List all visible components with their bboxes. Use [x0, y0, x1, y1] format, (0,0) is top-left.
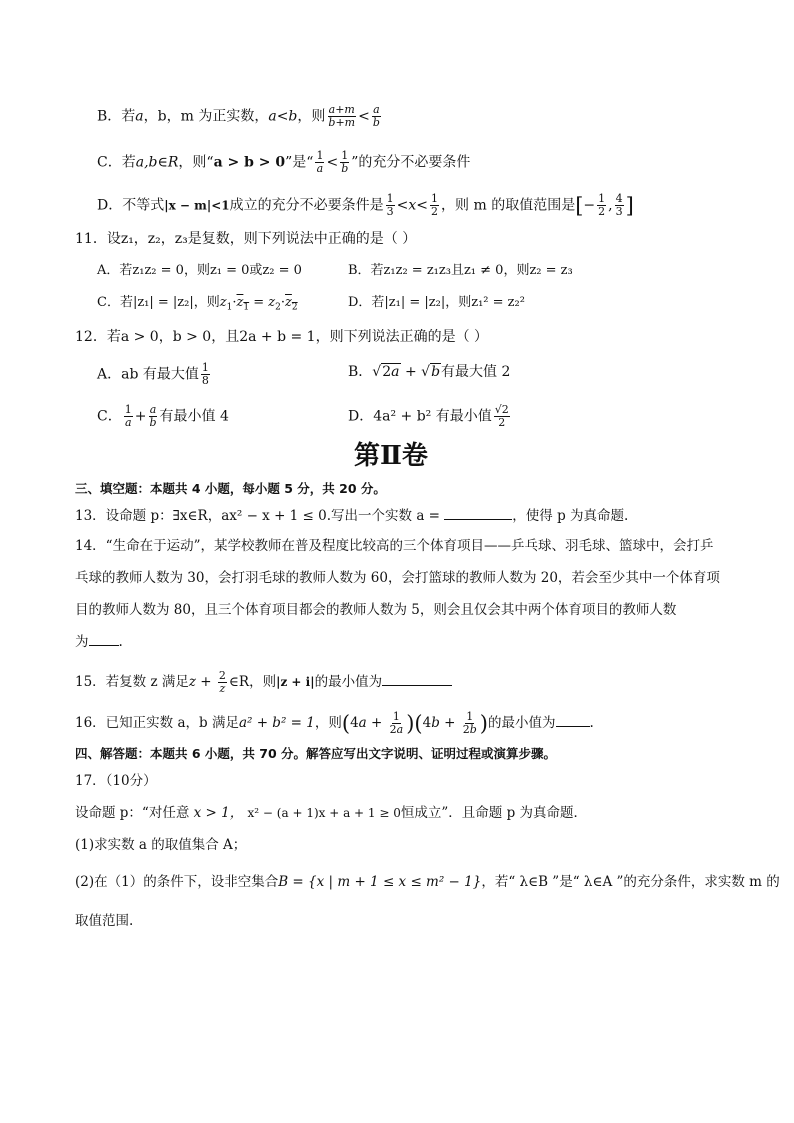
q10-option-d: D．不等式|x − m|<1成立的充分不必要条件是 $\frac{1}{3}$ <x< $\frac{1}{2}$ ，则 m 的取值范围是[− $\frac{1}{2}$ , $\frac{4}{3}$ ] [97, 192, 634, 218]
q16-lead: 16．已知正实数 a，b 满足 [75, 715, 239, 731]
q15-abs: |z + i| [276, 675, 315, 689]
q12-stem: 12．若a > 0，b > 0，且2a + b = 1，则下列说法正确的是（ ） [75, 329, 489, 345]
q17-part2-end: ，若“ λ∈B ”是“ λ∈A ”的充分条件，求实数 m 的 [481, 874, 780, 890]
answer-heading: 四、解答题：本题共 6 小题，共 70 分。解答应写出文字说明、证明过程或演算步骤。 [75, 746, 557, 761]
q16-cond: a² + b² = 1 [238, 715, 315, 731]
q13-lead: 13．设命题 p：∃x∈R，ax² − x + 1 ≤ 0.写出一个实数 a = [75, 508, 445, 524]
q11-c-then: ，则 [193, 295, 220, 310]
q12-b-lead: B． [348, 364, 373, 380]
q12-option-a [97, 362, 212, 387]
q17-part2-lead: (2)在（1）的条件下，设非空集合 [75, 874, 279, 890]
q16-end: 的最小值为 [488, 715, 556, 731]
q12-c-frac-2: $\frac{a}{b}$ [149, 403, 157, 429]
section-title: 第Ⅱ卷 [354, 441, 428, 471]
q12-d-frac: $\frac{√2}{2}$ [494, 403, 509, 429]
q10-c-set: a,b∈R [135, 154, 179, 171]
q16-period: . [589, 715, 594, 731]
q10-option-c: C．若a,b∈R，则“a > b > 0”是“ $\frac{1}{a}$ < $\frac{1}{b}$ ”的充分不必要条件 [97, 149, 471, 175]
q10-c-frac-a: $\frac{1}{a}$ [316, 149, 324, 175]
q11-option-a: A．若z₁z₂ = 0，则z₁ = 0或z₂ = 0 [97, 263, 302, 278]
q11-stem: 11．设z₁，z₂，z₃是复数，则下列说法中正确的是（ ） [75, 231, 417, 247]
q10-c-is: ”是“ [285, 154, 314, 171]
q14-answer-blank[interactable] [89, 633, 119, 646]
q15: 15．若复数 z 满足z + $\frac{2}{z}$ ∈R，则|z + i|的最小值为 [75, 670, 452, 695]
q10-d-then: ，则 m 的取值范围是 [441, 197, 576, 214]
q10-c-then: ，则“ [178, 154, 214, 171]
q10-b-mid: ，b，m 为正实数， [143, 108, 269, 125]
q12-c-frac-1: $\frac{1}{a}$ [124, 403, 132, 429]
q10-d-frac-2: $\frac{1}{2}$ [431, 192, 439, 218]
q14-line-4 [75, 632, 123, 652]
q16-mid: ，则 [314, 715, 342, 731]
q11-c-lead: C．若 [97, 295, 133, 310]
q11-option-b: B．若z₁z₂ = z₁z₃且z₁ ≠ 0，则z₂ = z₃ [348, 263, 573, 278]
q10-b-cond: a<b [268, 108, 298, 125]
q14-line-1: 14．“生命在于运动”，某学校教师在普及程度比较高的三个体育项目——乒乓球、羽毛球、篮球中，会打乒 [75, 538, 714, 554]
q12-option-d [348, 404, 512, 429]
q12-a-frac: $\frac{1}{8}$ [201, 361, 209, 387]
q12-c-end: 有最小值 4 [159, 408, 229, 425]
q15-answer-blank[interactable] [382, 673, 452, 686]
q17-part2-set: B = {x | m + 1 ≤ x ≤ m² − 1} [278, 874, 482, 890]
q12-d-lead: D．4a² + b² 有最小值 [348, 408, 492, 425]
q17-head: 17．（10分） [75, 773, 157, 789]
q10-d-lead: D．不等式 [97, 197, 165, 214]
q10-d-frac-1: $\frac{1}{3}$ [386, 192, 394, 218]
q12-option-c: C． $\frac{1}{a}$ + $\frac{a}{b}$ 有最小值 4 [97, 403, 229, 429]
q16-frac-1: $\frac{1}{2a}$ [389, 710, 404, 736]
q10-c-ineq: a > b > 0 [213, 154, 286, 171]
q15-mid: ∈R，则 [228, 674, 277, 690]
q10-d-frac-3: $\frac{1}{2}$ [598, 192, 606, 218]
q10-c-lead: C．若 [97, 154, 136, 171]
q14-lead: 为 [75, 634, 89, 650]
q10-d-frac-4: $\frac{4}{3}$ [615, 192, 623, 218]
q16-answer-blank[interactable] [556, 714, 590, 727]
q13-answer-blank[interactable] [444, 507, 512, 520]
q16: 16．已知正实数 a，b 满足a² + b² = 1，则(4a + $\frac{1}{2a}$ )(4b + $\frac{1}{2b}$ )的最小值为 . [75, 710, 594, 736]
q15-lead: 15．若复数 z 满足 [75, 674, 189, 690]
q14-line-2: 乓球的教师人数为 30，会打羽毛球的教师人数为 60，会打篮球的教师人数为 20，若会至少其中一个体育项 [75, 570, 720, 586]
q10-b-fraction-1: $\frac{a+m}{b+m}$ [328, 103, 356, 129]
q13 [75, 506, 628, 526]
q12-b-end: 有最大值 2 [441, 364, 511, 380]
q10-d-mid: 成立的充分不必要条件是 [229, 197, 384, 214]
q17-line-1 [75, 803, 587, 823]
q15-end: 的最小值为 [314, 674, 383, 690]
q10-b-lead: B．若 [97, 108, 136, 125]
q12-option-b: B．√2a + √b有最大值 2 [348, 364, 511, 380]
q11-c-cond: |z₁| = |z₂| [132, 295, 194, 310]
q17-line1-x: x > 1， [189, 805, 244, 821]
q11-option-c: C．若|z₁| = |z₂|，则$z_1\cdot z_1 = z_2\cdot z_2$ [97, 295, 298, 313]
q17-part-2 [75, 872, 780, 892]
q11-option-d: D．若|z₁| = |z₂|，则z₁² = z₂² [348, 295, 525, 310]
q13-end: ，使得 p 为真命题. [512, 508, 629, 524]
q17-part-1: (1)求实数 a 的取值集合 A； [75, 837, 247, 853]
q17-line1-end: 恒成立”．且命题 p 为真命题． [400, 805, 588, 821]
q10-c-frac-b: $\frac{1}{b}$ [341, 149, 349, 175]
q10-b-then: ，则 [297, 108, 326, 125]
q16-frac-2: $\frac{1}{2b}$ [462, 710, 477, 736]
q17-part-2-line-2: 取值范围. [75, 913, 134, 929]
q10-d-abs: |x − m|<1 [164, 198, 230, 213]
q14-end: . [118, 634, 123, 650]
q14-line-3: 目的教师人数为 80，且三个体育项目都会的教师人数为 5，则会且仅会其中两个体育项目的教师人数 [75, 602, 677, 618]
q10-b-fraction-2: $\frac{a}{b}$ [372, 103, 380, 129]
q17-line1-expr: x² − (a + 1)x + a + 1 ≥ 0 [247, 806, 401, 820]
q10-c-end: ”的充分不必要条件 [351, 154, 471, 171]
q15-frac: $\frac{2}{z}$ [218, 669, 226, 695]
fill-in-heading: 三、填空题：本题共 4 小题，每小题 5 分，共 20 分。 [75, 481, 386, 496]
q12-c-lead: C． [97, 408, 122, 425]
q17-line1-lead: 设命题 p：“对任意 [75, 805, 190, 821]
q10-option-b: B．若a，b，m 为正实数，a<b，则 $\frac{a+m}{b+m}$ < $\frac{a}{b}$ [97, 103, 380, 129]
q12-a-lead: A．ab 有最大值 [97, 366, 199, 383]
